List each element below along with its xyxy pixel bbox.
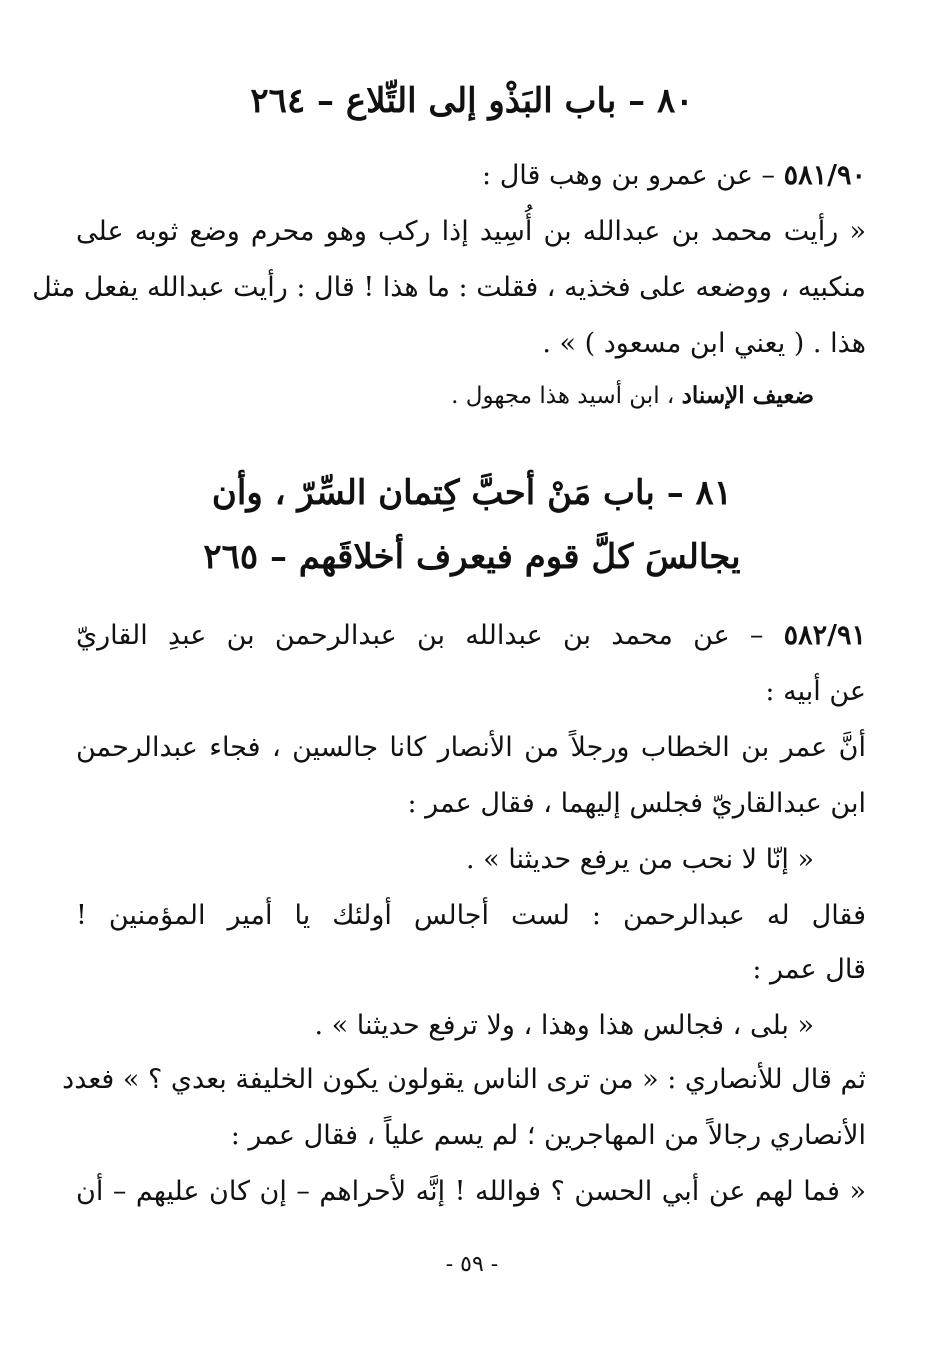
- hadith-581-grade: [24, 376, 814, 416]
- grade-note: ، ابن أسيد هذا مجهول .: [451, 383, 682, 409]
- hadith-581-line-2: منكبيه ، ووضعه على فخذيه ، فقلت : ما هذا ! قال : رأيت عبدالله يفعل مثل: [32, 272, 866, 303]
- chapter-81-title-line-1: ٨١ – باب مَنْ أحبَّ كِتمان السِّرّ ، وأن: [211, 473, 733, 513]
- hadith-582-line-1: عن أبيه :: [765, 676, 866, 707]
- hadith-582-line-10: « فما لهم عن أبي الحسن ؟ فوالله ! إنَّه لأحراهم – إن كان عليهم – أن: [76, 1176, 866, 1207]
- hadith-582-line-5: فقال له عبدالرحمن : لست أجالس أولئك يا أمير المؤمنين !: [76, 900, 866, 931]
- hadith-582-line-7: « بلى ، فجالس هذا وهذا ، ولا ترفع حديثنا » .: [314, 1010, 814, 1041]
- hadith-581-line-3: هذا . ( يعني ابن مسعود ) » .: [542, 328, 866, 359]
- chapter-80-title: ٨٠ – باب البَذْو إلى التِّلاع – ٢٦٤: [250, 81, 694, 121]
- hadith-581-header: [76, 156, 866, 196]
- hadith-582-line-6: قال عمر :: [752, 954, 866, 985]
- hadith-581-line-1: « رأيت محمد بن عبدالله بن أُسِيد إذا ركب وهو محرم وضع ثوبه على: [76, 216, 866, 247]
- hadith-582-line-4: « إنّا لا نحب من يرفع حديثنا » .: [466, 844, 814, 875]
- hadith-582-line-9: الأنصاري رجالاً من المهاجرين ؛ لم يسم علياً ، فقال عمر :: [230, 1120, 866, 1151]
- hadith-582-header: [76, 616, 866, 656]
- hadith-582-line-3: ابن عبدالقاريّ فجلس إليهما ، فقال عمر :: [407, 788, 866, 819]
- hadith-582-line-8: ثم قال للأنصاري : « من ترى الناس يقولون يكون الخليفة بعدي ؟ » فعدد: [62, 1064, 866, 1095]
- hadith-581-number: ٥٨١/٩٠: [783, 160, 866, 191]
- grade-label: ضعيف الإسناد: [681, 382, 814, 409]
- hadith-581-intro: – عن عمرو بن وهب قال :: [482, 160, 784, 191]
- hadith-582-intro: – عن محمد بن عبدالله بن عبدالرحمن بن عبدِ القاريّ: [76, 620, 784, 651]
- page-number: - ٥٩ -: [445, 1252, 499, 1277]
- chapter-81-title-line-2: يجالسَ كلَّ قوم فيعرف أخلاقَهم – ٢٦٥: [203, 537, 741, 577]
- hadith-582-line-2: أنَّ عمر بن الخطاب ورجلاً من الأنصار كانا جالسين ، فجاء عبدالرحمن: [76, 732, 866, 763]
- hadith-582-number: ٥٨٢/٩١: [783, 620, 866, 651]
